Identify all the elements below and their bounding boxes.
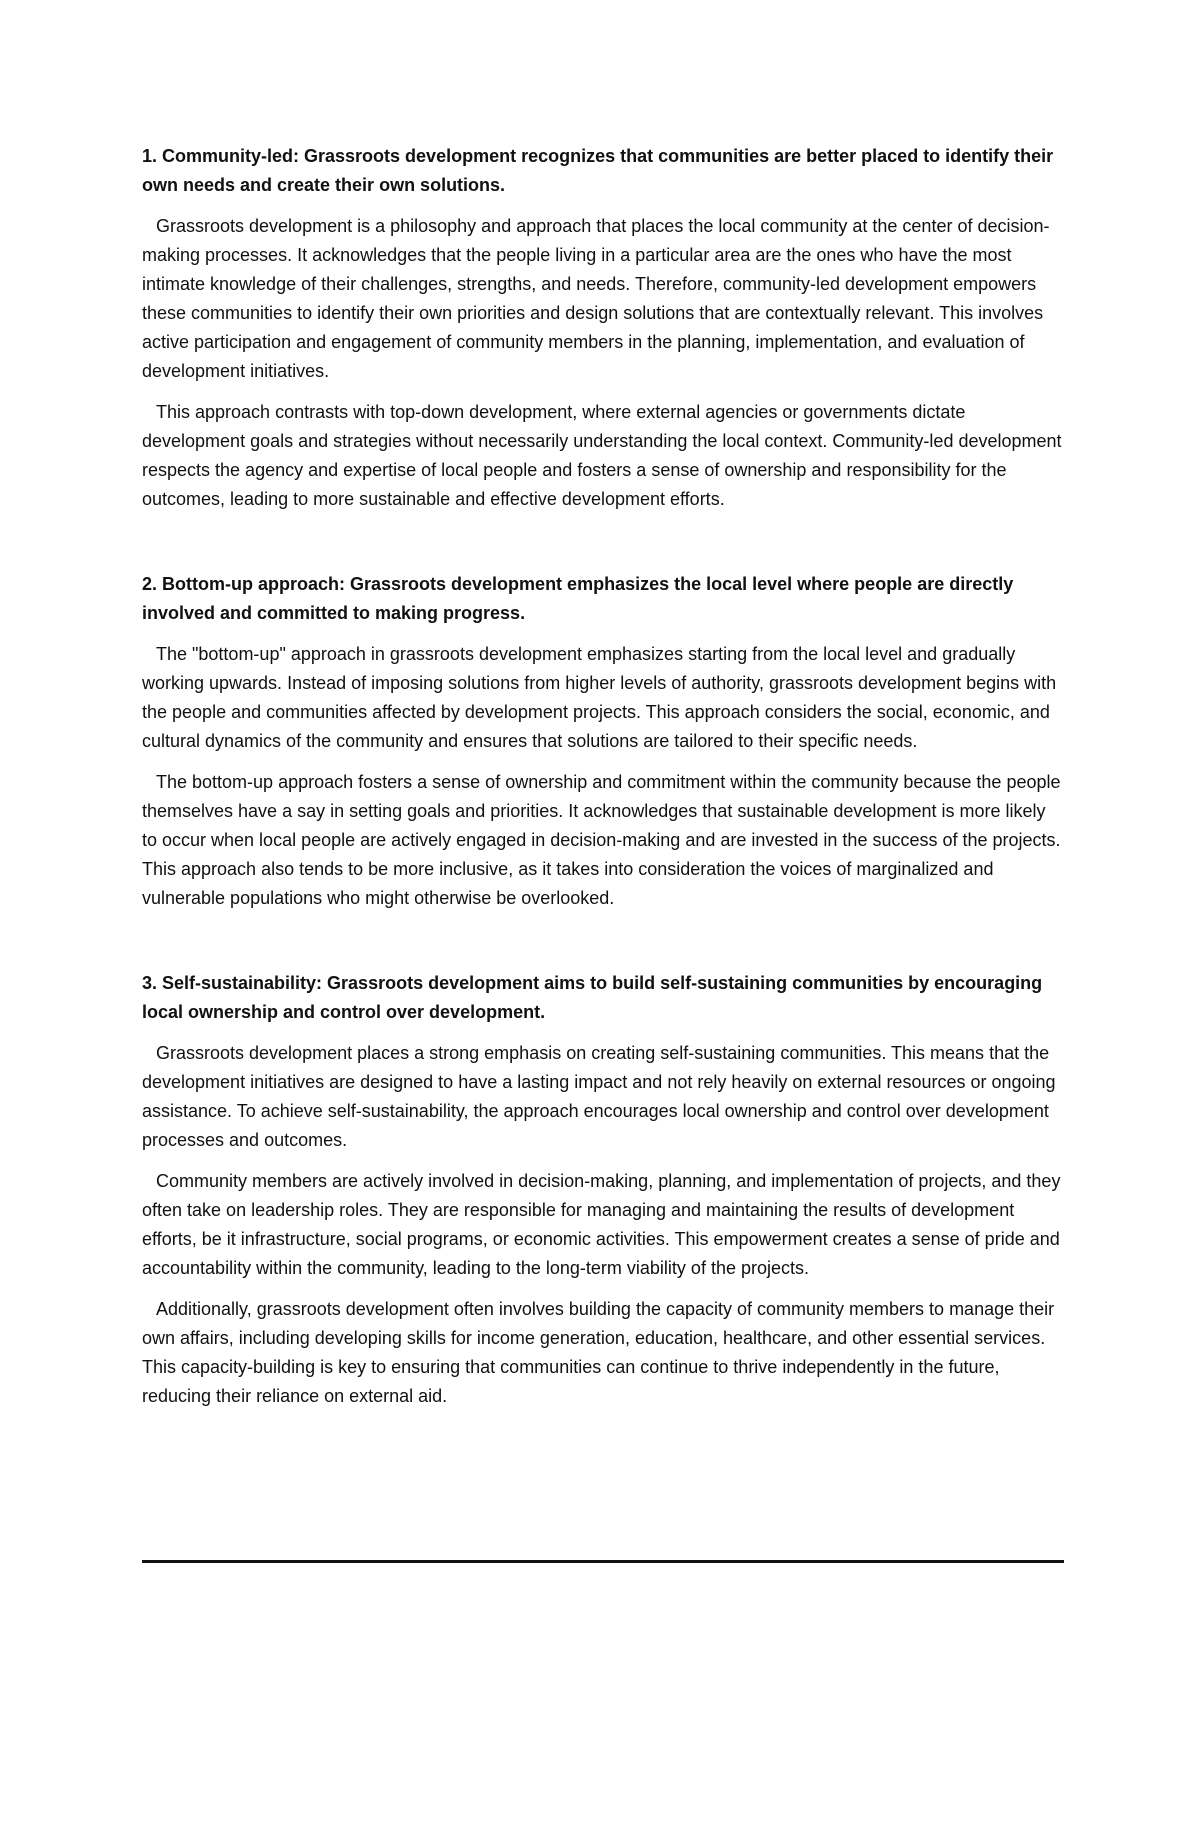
section-community-led [142,142,1064,514]
section-bottom-up [142,570,1064,913]
body-paragraph: Grassroots development places a strong emphasis on creating self-sustaining communities. This means that the development initiatives are designed to have a lasting impact and not rely heavily on external resources or ongoing assistance. To achieve self-sustainability, the approach encourages local ownership and control over development processes and outcomes. [142,1043,1056,1150]
section-self-sustainability [142,969,1064,1411]
body-paragraph: The bottom-up approach fosters a sense of ownership and commitment within the community because the people themselves have a say in setting goals and priorities. It acknowledges that sustainable development is more likely to occur when local people are actively engaged in decision-making and are invested in the success of the projects. This approach also tends to be more inclusive, as it takes into consideration the voices of marginalized and vulnerable populations who might otherwise be overlooked. [142,772,1061,908]
body-paragraph: The "bottom-up" approach in grassroots development emphasizes starting from the local level and gradually working upwards. Instead of imposing solutions from higher levels of authority, grassroots development begins with the people and communities affected by development projects. This approach considers the social, economic, and cultural dynamics of the community and ensures that solutions are tailored to their specific needs. [142,644,1057,751]
horizontal-rule [142,1560,1064,1563]
body-paragraph: Community members are actively involved in decision-making, planning, and implementation of projects, and they often take on leadership roles. They are responsible for managing and maintaining the results of development efforts, be it infrastructure, social programs, or economic activities. This empowerment creates a sense of pride and accountability within the community, leading to the long-term viability of the projects. [142,1171,1061,1278]
document-page [142,142,1064,1423]
section-heading: 3. Self-sustainability: Grassroots development aims to build self-sustaining communities by encouraging local ownership and control over development. [142,973,1043,1022]
section-heading: 2. Bottom-up approach: Grassroots development emphasizes the local level where people are directly involved and committed to making progress. [142,574,1014,623]
section-heading: 1. Community-led: Grassroots development recognizes that communities are better placed to identify their own needs and create their own solutions. [142,146,1054,195]
body-paragraph: Additionally, grassroots development often involves building the capacity of community members to manage their own affairs, including developing skills for income generation, education, healthcare, and other essential services. This capacity-building is key to ensuring that communities can continue to thrive independently in the future, reducing their reliance on external aid. [142,1299,1055,1406]
body-paragraph: This approach contrasts with top-down development, where external agencies or governments dictate development goals and strategies without necessarily understanding the local context. Community-led development respects the agency and expertise of local people and fosters a sense of ownership and responsibility for the outcomes, leading to more sustainable and effective development efforts. [142,402,1062,509]
body-paragraph: Grassroots development is a philosophy and approach that places the local community at the center of decision-making processes. It acknowledges that the people living in a particular area are the ones who have the most intimate knowledge of their challenges, strengths, and needs. Therefore, community-led development empowers these communities to identify their own priorities and design solutions that are contextually relevant. This involves active participation and engagement of community members in the planning, implementation, and evaluation of development initiatives. [142,216,1050,381]
